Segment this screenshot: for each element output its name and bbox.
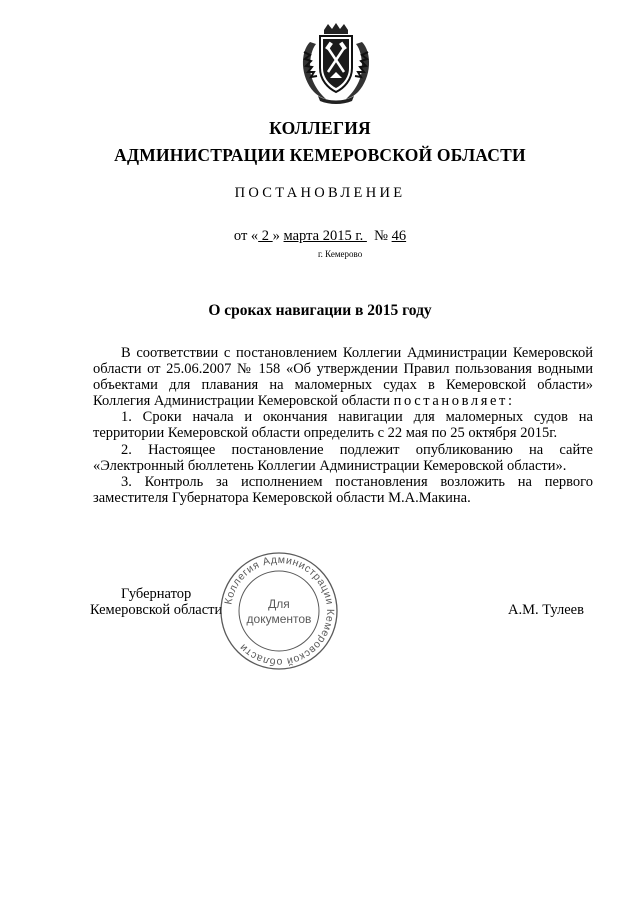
- document-number: 46: [391, 228, 407, 244]
- date-month-year: марта 2015 г.: [283, 228, 367, 244]
- number-label: №: [374, 228, 392, 244]
- intro-text: В соответствии с постановлением Коллегии Администрации Кемеровской области от 25.06.2007 № 158 «Об утверждении Правил пользования водными объектами для плавания на маломерных судах в Кемеровской области» Коллегия Администрации Кемеровской области: [93, 345, 593, 410]
- date-day: 2: [258, 228, 273, 244]
- date-prefix: от «: [233, 228, 259, 244]
- official-stamp: [218, 550, 340, 672]
- document-type: ПОСТАНОВЛЕНИЕ: [234, 185, 406, 201]
- signer-position-line-1: Губернатор: [121, 586, 192, 602]
- header-line-1: КОЛЛЕГИЯ: [269, 118, 371, 138]
- stamp-center-line-2: документов: [246, 612, 312, 626]
- signer-name: А.М. Тулеев: [508, 602, 584, 618]
- decree-word: постановляет:: [393, 393, 515, 410]
- coat-of-arms-emblem: [296, 22, 376, 104]
- intro-paragraph: [93, 345, 593, 409]
- stamp-center-line-1: Для: [268, 597, 290, 611]
- header-line-2: АДМИНИСТРАЦИИ КЕМЕРОВСКОЙ ОБЛАСТИ: [114, 145, 526, 165]
- signer-position-line-2: Кемеровской области: [90, 602, 223, 618]
- stamp-ring-text: Коллегия Администрации Кемеровской области: [222, 553, 337, 669]
- dateline: [0, 228, 640, 245]
- date-separator: »: [272, 228, 284, 244]
- document-body: [93, 345, 593, 506]
- document-title: О сроках навигации в 2015 году: [208, 302, 432, 319]
- item-2: 2. Настоящее постановление подлежит опубликованию на сайте «Электронный бюллетень Коллегии Администрации Кемеровской области».: [93, 441, 593, 474]
- item-3: 3. Контроль за исполнением постановления возложить на первого заместителя Губернатора Кемеровской области М.А.Макина.: [93, 473, 593, 506]
- city-label: г. Кемерово: [318, 249, 363, 259]
- item-1: 1. Сроки начала и окончания навигации для маломерных судов на территории Кемеровской области определить с 22 мая по 25 октября 2015г.: [93, 409, 593, 442]
